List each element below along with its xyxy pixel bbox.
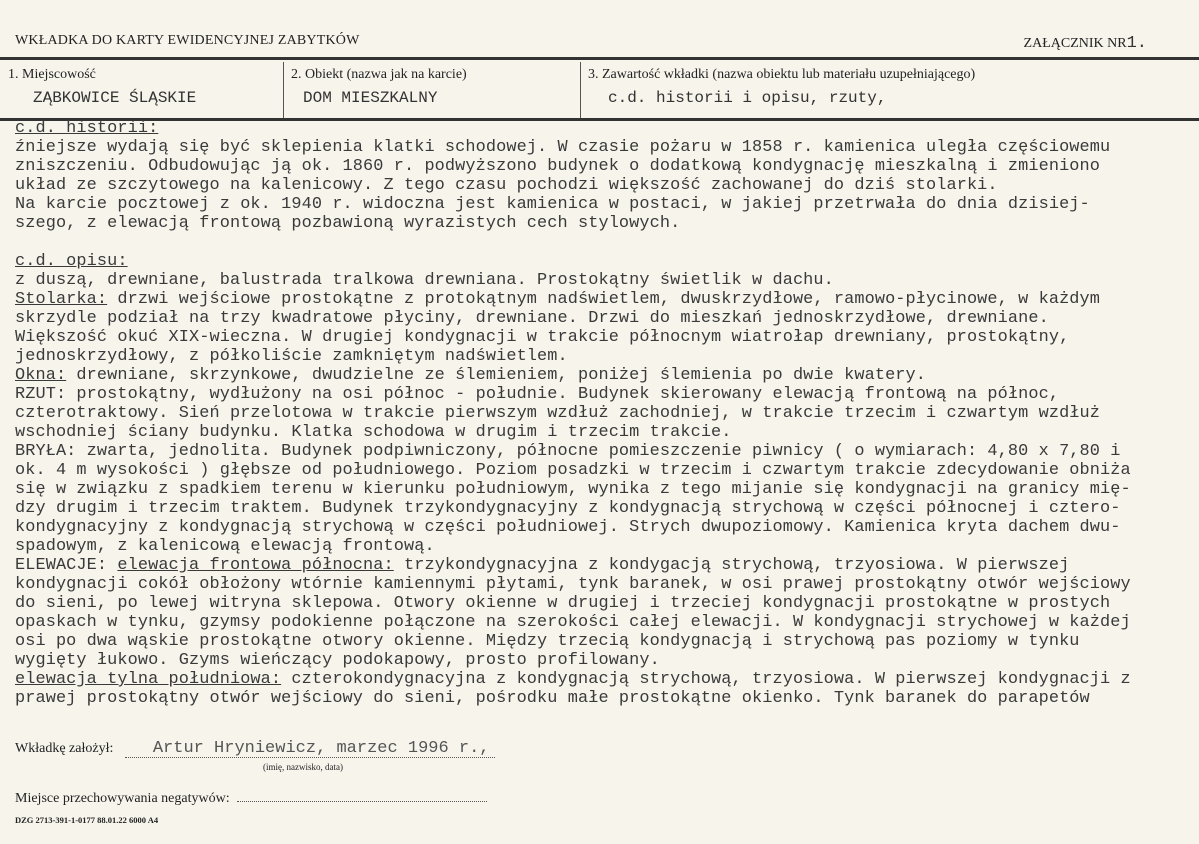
text-line: źniejsze wydają się być sklepienia klatki schodowej. W czasie pożaru w 1858 r. kamienica uległa częściowemu [15, 138, 1111, 157]
line-text: kondygnacji cokół obłożony wtórnie kamiennymi płytami, tynk baranek, w osi prawej prostokątny otwór wejściowy [15, 575, 1131, 594]
annex-label: ZAŁĄCZNIK NR [1023, 36, 1127, 51]
line-text: wschodniej ściany budynku. Klatka schodowa w drugim i trzecim trakcie. [15, 423, 732, 442]
line-text: się w związku z spadkiem terenu w kierunku południowym, wynika z tego mijanie się kondygnacji na granicy mię- [15, 480, 1131, 499]
text-line [15, 556, 1131, 575]
text-line [15, 632, 1131, 651]
line-text: wygięty łukowo. Gzyms wieńczący podokapowy, prosto profilowany. [15, 651, 660, 670]
text-line [15, 461, 1131, 480]
description-heading: c.d. opisu: [15, 252, 128, 271]
field-value: DOM MIESZKALNY [303, 89, 438, 107]
text-line [15, 404, 1131, 423]
field-label: 1. Miejscowość [8, 67, 96, 82]
text-line [15, 423, 1131, 442]
line-text: prawej prostokątny otwór wejściowy do sieni, pośrodku małe prostokątne okienko. Tynk baranek do parapetów [15, 689, 1090, 708]
author-label: Wkładkę założył: [15, 741, 114, 756]
line-text: ok. 4 m wysokości ) głębsze od południowego. Poziom posadzki w trzecim i czwartym trakcie zdecydowanie obniża [15, 461, 1131, 480]
text-line [15, 480, 1131, 499]
line-text: RZUT: prostokątny, wydłużony na osi północ - południe. Budynek skierowany elewacją frontową na północ, [15, 385, 1060, 404]
history-text [15, 138, 1131, 233]
text-line [15, 347, 1131, 366]
line-text: do sieni, po lewej witryna sklepowa. Otwory okienne w drugiej i trzeciej kondygnacji prostokątne w prostych [15, 594, 1111, 613]
divider [283, 62, 284, 118]
text-line [15, 271, 1131, 290]
text-line: układ ze szczytowego na kalenicowy. Z tego czasu pochodzi większość zachowanej do dziś stolarki. [15, 176, 998, 195]
text-line [15, 689, 1131, 708]
text-line: szego, z elewacją frontową pozbawioną wyrazistych cech stylowych. [15, 214, 681, 233]
text-line [15, 290, 1131, 309]
text-line [15, 594, 1131, 613]
annex-value: 1. [1126, 34, 1147, 53]
field-contents [580, 62, 1199, 118]
line-text: z duszą, drewniane, balustrada tralkowa drewniana. Prostokątny świetlik w dachu. [15, 271, 834, 290]
line-text: skrzydle podział na trzy kwadratowe płyciny, drewniane. Drzwi do mieszkań jednoskrzydłowe, drewniane. [15, 309, 1049, 328]
negatives-row [15, 789, 487, 808]
history-heading: c.d. historii: [15, 119, 159, 138]
line-text: czterokondygnacyjna z kondygnacją strychową, trzyosiowa. W pierwszej kondygnacji z [281, 670, 1131, 689]
author-value: Artur Hryniewicz, marzec 1996 r., [152, 739, 490, 758]
text-line [15, 328, 1131, 347]
author-row [15, 740, 495, 758]
typed-content [15, 119, 1131, 708]
line-text: ELEWACJE: [15, 556, 118, 575]
text-line [15, 651, 1131, 670]
print-code: DZG 2713-391-1-0177 88.01.22 6000 A4 [15, 815, 159, 825]
underlined-heading: Stolarka: [15, 290, 108, 309]
text-line [15, 537, 1131, 556]
line-text: Większość okuć XIX-wieczna. W drugiej kondygnacji w trakcie północnym wiatrołap drewniany, prostokątny, [15, 328, 1070, 347]
line-text: trzykondygnacyjna z kondygacją strychową, trzyosiowa. W pierwszej [393, 556, 1070, 575]
description-text [15, 271, 1131, 708]
text-line [15, 518, 1131, 537]
negatives-label: Miejsce przechowywania negatywów: [15, 791, 230, 806]
line-text: BRYŁA: zwarta, jednolita. Budynek podpiwniczony, północne pomieszczenie piwnicy ( o wymiarach: 4,80 x 7,80 i [15, 442, 1121, 461]
line-text: czterotraktowy. Sień przelotowa w trakcie pierwszym wzdłuż zachodniej, w trakcie trzecim i czwartym wzdłuż [15, 404, 1101, 423]
text-line [15, 670, 1131, 689]
text-line [15, 613, 1131, 632]
text-line [15, 442, 1131, 461]
text-line [15, 385, 1131, 404]
field-locality [0, 62, 283, 118]
text-line [15, 366, 1131, 385]
text-line [15, 309, 1131, 328]
text-line [15, 575, 1131, 594]
line-text: drzwi wejściowe prostokątne z protokątnym nadświetlem, dwuskrzydłowe, ramowo-płycinowe, w każdym [107, 290, 1101, 309]
line-text: dzy drugim i trzecim traktem. Budynek trzykondygnacyjny z kondygnacją strychową w części północnej i cztero- [15, 499, 1121, 518]
field-label: 3. Zawartość wkładki (nazwa obiektu lub materiału uzupełniającego) [588, 67, 976, 82]
line-text: osi po dwa wąskie prostokątne otwory okienne. Między trzecią kondygnacją i strychową pas poziomy w tynku [15, 632, 1080, 651]
underlined-heading: elewacja tylna południowa: [15, 670, 282, 689]
line-text: jednoskrzydłowy, z półkoliście zamkniętym nadświetlem. [15, 347, 568, 366]
divider [580, 62, 581, 118]
text-line [15, 499, 1131, 518]
annex-number [1024, 34, 1147, 53]
field-value: ZĄBKOWICE ŚLĄSKIE [33, 89, 197, 107]
line-text: kondygnacyjny z kondygnacją strychową w części południowej. Strych dwupoziomowy. Kamienica kryta dachem dwu- [15, 518, 1121, 537]
header-fields [0, 62, 1199, 118]
field-object [283, 62, 580, 118]
field-label: 2. Obiekt (nazwa jak na karcie) [291, 67, 467, 82]
text-line: zniszczeniu. Odbudowując ją ok. 1860 r. podwyższono budynek o dodatkową kondygnację mieszkalną i zmieniono [15, 157, 1101, 176]
form-title: WKŁADKA DO KARTY EWIDENCYJNEJ ZABYTKÓW [15, 33, 360, 48]
author-hint: (imię, nazwisko, data) [263, 762, 343, 772]
text-line: Na karcie pocztowej z ok. 1940 r. widoczna jest kamienica w postaci, w jakiej przetrwała do dnia dzisiej- [15, 195, 1090, 214]
line-text: opaskach w tynku, gzymsy podokienne połączone na szerokości całej elewacji. W kondygnacji strychowej w każdej [15, 613, 1131, 632]
underlined-heading: Okna: [15, 366, 67, 385]
underlined-heading: elewacja frontowa północna: [117, 556, 394, 575]
top-rule [0, 57, 1199, 60]
line-text: spadowym, z kalenicową elewacją frontową. [15, 537, 435, 556]
line-text: drewniane, skrzynkowe, dwudzielne ze ślemieniem, poniżej ślemienia po dwie kwatery. [66, 366, 927, 385]
field-value: c.d. historii i opisu, rzuty, [608, 89, 887, 107]
